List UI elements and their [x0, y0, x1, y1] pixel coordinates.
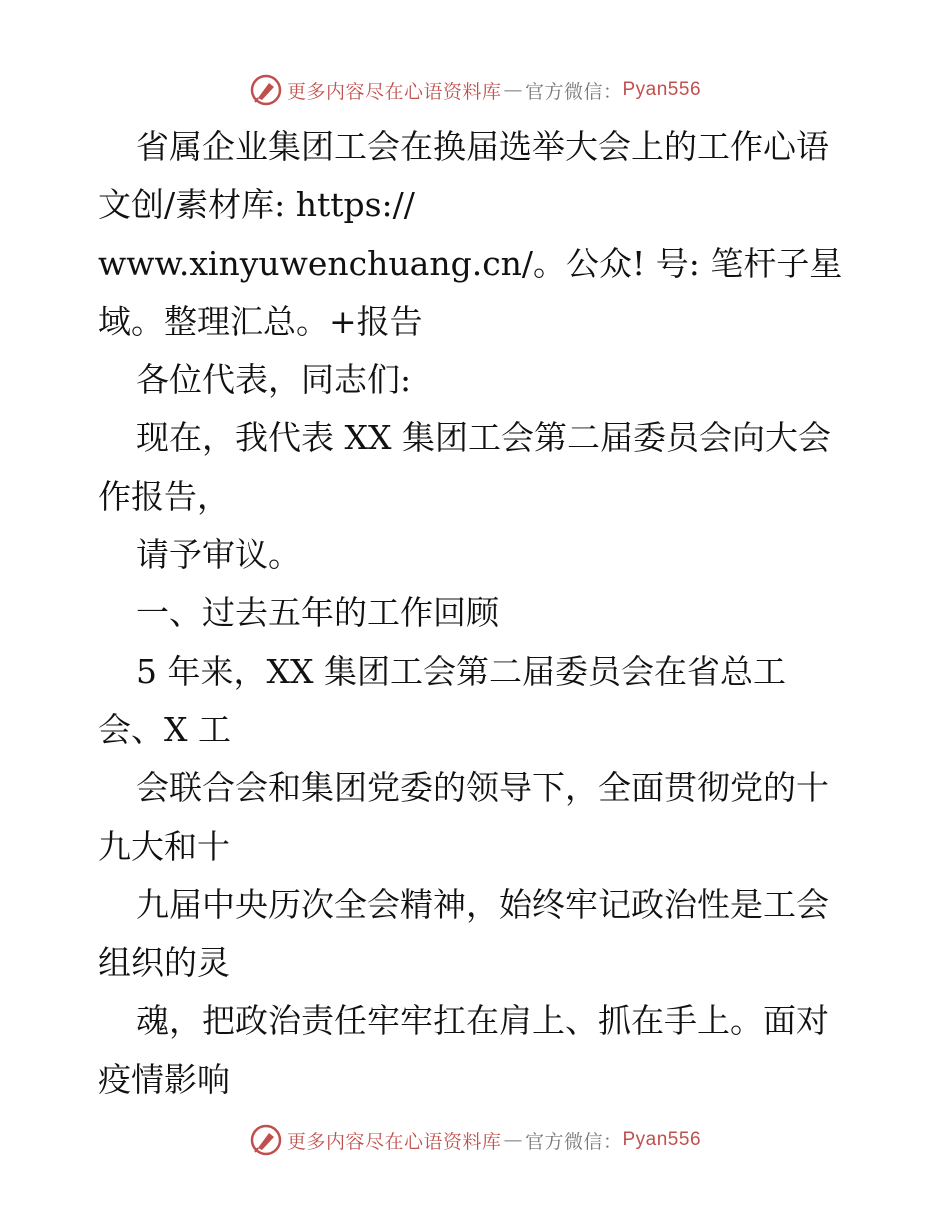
document-line: 九大和十 — [98, 826, 230, 866]
pen-nib-logo-icon — [249, 1123, 283, 1157]
document-line: 会、X 工 — [98, 709, 231, 749]
pen-nib-logo-icon — [249, 73, 283, 107]
footer-wechat-id: Pyan556 — [622, 1129, 702, 1150]
document-line: 九届中央历次全会精神，始终牢记政治性是工会 — [136, 884, 829, 924]
document-line: www.xinyuwenchuang.cn/。公众! 号: 笔杆子星 — [98, 243, 843, 283]
header-banner-separator: — — [503, 79, 523, 101]
header-banner-text: 更多内容尽在心语资料库 — [286, 80, 502, 103]
header-banner — [0, 70, 950, 110]
document-line: 各位代表，同志们: — [136, 360, 412, 400]
footer-banner-separator: — — [503, 1129, 523, 1151]
header-wechat-id: Pyan556 — [622, 79, 702, 100]
document-body — [98, 118, 858, 1109]
document-line: 疫情影响 — [98, 1059, 230, 1099]
document-line: 5 年来，XX 集团工会第二届委员会在省总工 — [136, 651, 786, 691]
footer-banner-text: 更多内容尽在心语资料库 — [286, 1130, 502, 1153]
document-line: 组织的灵 — [98, 943, 230, 983]
document-line: 请予审议。 — [136, 535, 301, 575]
document-line: 文创/素材库: https:// — [98, 185, 415, 225]
document-line: 域。整理汇总。+报告 — [98, 301, 423, 341]
document-line: 魂，把政治责任牢牢扛在肩上、抓在手上。面对 — [136, 1001, 829, 1041]
document-line: 现在，我代表 XX 集团工会第二届委员会向大会 — [136, 418, 831, 458]
document-line: 会联合会和集团党委的领导下，全面贯彻党的十 — [136, 768, 829, 808]
document-line: 作报告， — [98, 476, 230, 516]
header-wechat-label: 官方微信： — [524, 80, 623, 103]
footer-banner — [0, 1120, 950, 1160]
document-title-line: 省属企业集团工会在换届选举大会上的工作心语 — [136, 127, 829, 166]
footer-wechat-label: 官方微信： — [524, 1130, 623, 1153]
section-heading: 一、过去五年的工作回顾 — [136, 593, 499, 633]
